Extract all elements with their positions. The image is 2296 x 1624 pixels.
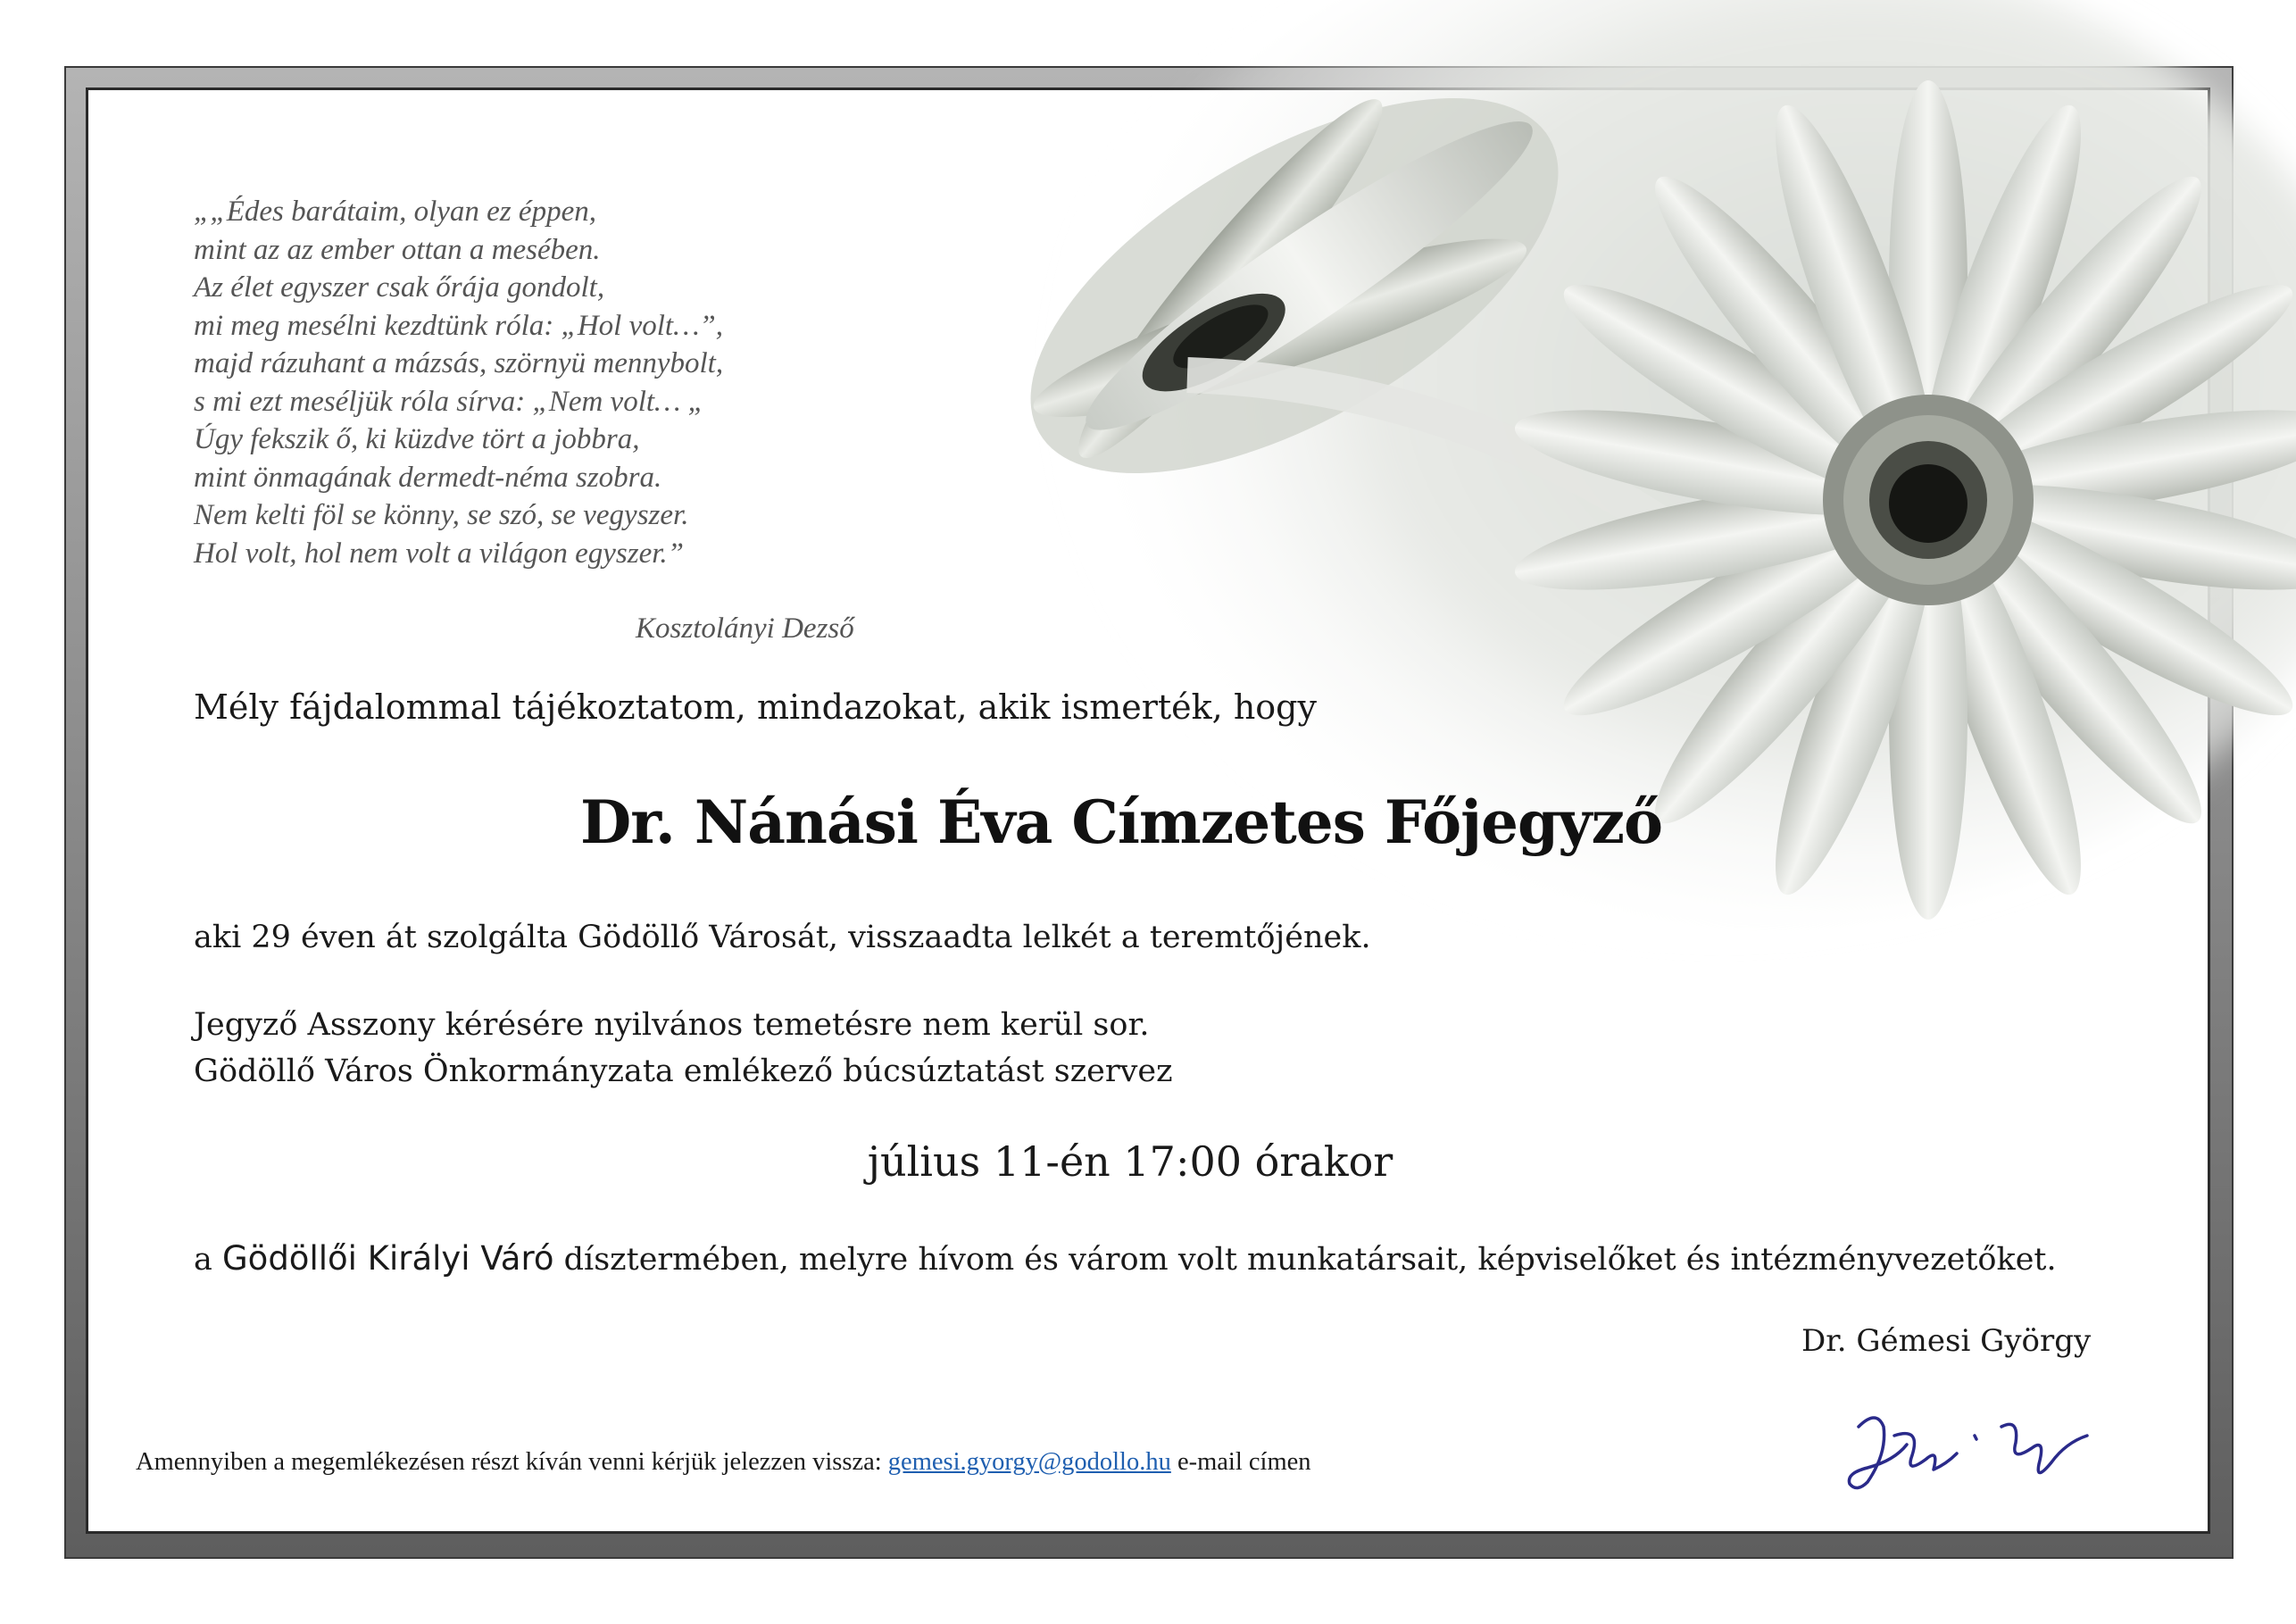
intro-text: Mély fájdalommal tájékoztatom, mindazokat, akik ismerték, hogy [194,687,1317,727]
poem-line: „„Édes barátaim, olyan ez éppen, [194,196,596,228]
poem [194,193,723,572]
location-suffix: dísztermében, melyre hívom és várom volt munkatársait, képviselőket és intézményvezetőket. [563,1242,2057,1278]
poem-line: s mi ezt meséljük róla sírva: „Nem volt… „ [194,385,704,418]
service-text: aki 29 éven át szolgálta Gödöllő Városát, visszaadta lelkét a teremtőjének. [194,920,1371,955]
poem-line: majd rázuhant a mázsás, szörnyü mennybolt, [194,347,724,379]
poem-line: Nem kelti föl se könny, se szó, se vegyszer. [194,499,689,531]
deceased-name [0,787,2296,857]
location-text [194,1239,2057,1278]
venue-name: Gödöllői Királyi Váró [222,1239,554,1278]
poem-author: Kosztolányi Dezső [636,612,854,645]
footer-text-after: e-mail címen [1177,1448,1311,1476]
footer-text-before: Amennyiben a megemlékezésen részt kíván venni kérjük jelezzen vissza: [136,1448,882,1476]
email-link[interactable]: gemesi.gyorgy@godollo.hu [887,1448,1171,1476]
ceremony-datetime-text: július 11-én 17:00 órakor [867,1137,1393,1186]
handwritten-signature [1841,1400,2100,1498]
footer-rsvp [136,1448,1311,1477]
request-text: Jegyző Asszony kérésére nyilvános temetésre nem kerül sor. [194,1007,1150,1043]
organizer-text: Gödöllő Város Önkormányzata emlékező búcsúztatást szervez [194,1054,1173,1089]
location-prefix: a [194,1242,212,1278]
poem-line: Úgy fekszik ő, ki küzdve tört a jobbra, [194,423,640,455]
signer-name: Dr. Gémesi György [1801,1323,2092,1359]
poem-line: mint önmagának dermedt-néma szobra. [194,461,662,494]
gerbera-flower-image [919,0,2296,1054]
deceased-name-text: Dr. Nánási Éva Címzetes Főjegyző [579,787,1662,857]
poem-line: mi meg mesélni kezdtünk róla: „Hol volt…”, [194,309,724,342]
poem-line: mint az az ember ottan a mesében. [194,233,601,266]
poem-line: Hol volt, hol nem volt a világon egyszer.” [194,537,685,570]
ceremony-datetime [0,1137,2296,1186]
poem-line: Az élet egyszer csak őrája gondolt, [194,271,605,304]
